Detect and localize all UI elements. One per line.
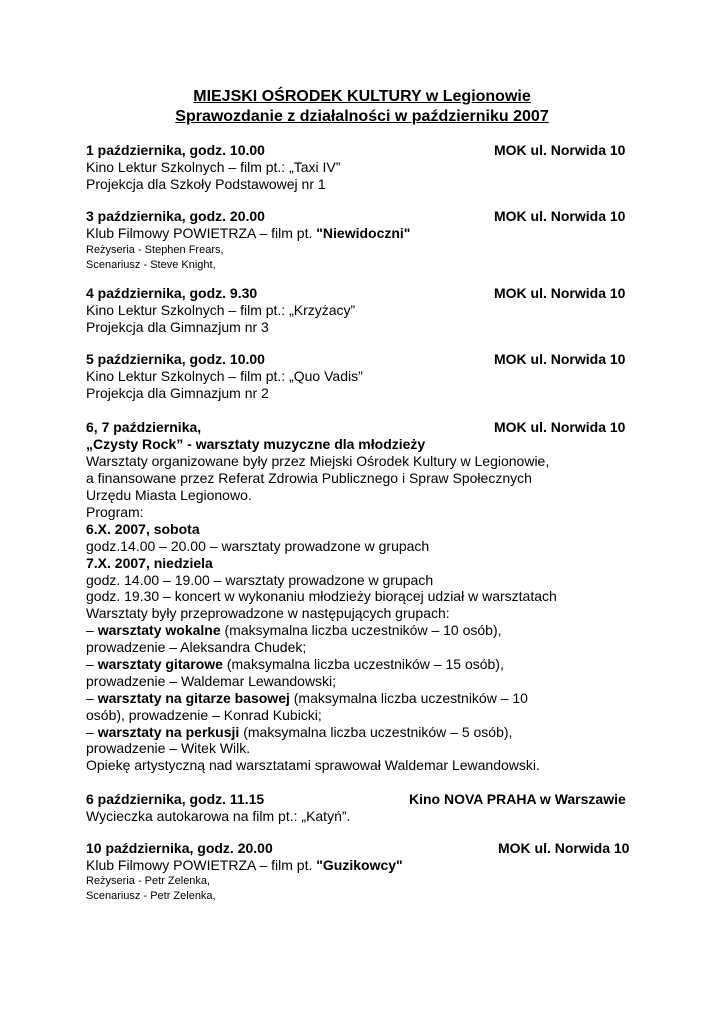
event-5-group-1-lead: prowadzenie – Aleksandra Chudek; [86,639,307,655]
group-capacity: (maksymalna liczba uczestników – 5 osób), [239,724,513,740]
document-title: MIEJSKI OŚRODEK KULTURY w Legionowie [193,88,531,105]
group-dash: – [86,656,98,672]
event-3-audience: Projekcja dla Gimnazjum nr 3 [86,319,269,335]
event-5-group-2 [86,656,504,673]
event-1-location: MOK ul. Norwida 10 [494,142,626,158]
event-7-club-text: Klub Filmowy POWIETRZA – film pt. [86,857,317,873]
event-5-group-4-lead: prowadzenie – Witek Wilk. [86,740,251,756]
event-6-location: Kino NOVA PRAHA w Warszawie [409,791,626,807]
event-5-groups-intro: Warsztaty były przeprowadzone w następujących grupach: [86,605,450,621]
event-7-date: 10 października, godz. 20.00 [86,840,273,856]
event-7-director: Reżyseria - Petr Zelenka, [86,875,211,887]
group-capacity: (maksymalna liczba uczestników – 10 osób), [220,622,502,638]
event-2-club-text: Klub Filmowy POWIETRZA – film pt. [86,225,317,241]
group-name: warsztaty wokalne [97,622,221,638]
event-2-location: MOK ul. Norwida 10 [494,208,626,224]
event-4-date: 5 października, godz. 10.00 [86,351,265,367]
event-5-day-1: 6.X. 2007, sobota [86,521,200,537]
event-3-description: Kino Lektur Szkolnych – film pt.: „Krzyżacy” [86,302,356,318]
event-1-audience: Projekcja dla Szkoły Podstawowej nr 1 [86,176,326,192]
event-7-film-title: "Guzikowcy" [316,857,403,873]
group-dash: – [86,690,98,706]
event-2-director: Reżyseria - Stephen Frears, [86,244,224,256]
event-7-location: MOK ul. Norwida 10 [498,840,630,856]
event-5-group-4 [86,724,512,741]
event-5-artistic-care: Opiekę artystyczną nad warsztatami sprawował Waldemar Lewandowski. [86,757,540,773]
event-1-date: 1 października, godz. 10.00 [86,142,265,158]
event-5-group-1 [86,622,502,639]
event-4-location: MOK ul. Norwida 10 [494,351,626,367]
event-3-location: MOK ul. Norwida 10 [494,285,626,301]
group-name: warsztaty na perkusji [97,724,240,740]
group-name: warsztaty na gitarze basowej [97,690,290,706]
event-4-audience: Projekcja dla Gimnazjum nr 2 [86,385,269,401]
group-capacity: (maksymalna liczba uczestników – 15 osób), [222,656,504,672]
event-7-writer: Scenariusz - Petr Zelenka, [86,890,216,902]
group-dash: – [86,724,98,740]
event-6-description: Wycieczka autokarowa na film pt.: „Katyń”. [86,808,351,824]
event-2-film-title: "Niewidoczni" [316,225,411,241]
event-5-day-2-schedule: godz. 14.00 – 19.00 – warsztaty prowadzone w grupach [86,572,434,588]
event-7-description [86,857,403,874]
event-5-day-2: 7.X. 2007, niedziela [86,555,213,571]
event-2-date: 3 października, godz. 20.00 [86,208,265,224]
event-5-group-2-lead: prowadzenie – Waldemar Lewandowski; [86,673,337,689]
document-subtitle: Sprawozdanie z działalności w październiku 2007 [175,108,549,125]
group-name: warsztaty gitarowe [97,656,223,672]
event-2-writer: Scenariusz - Steve Knight, [86,259,216,271]
event-5-program-label: Program: [86,504,144,520]
event-6-date: 6 października, godz. 11.15 [86,791,265,807]
group-capacity: (maksymalna liczba uczestników – 10 [289,690,528,706]
event-5-location: MOK ul. Norwida 10 [494,419,626,435]
event-5-group-3 [86,690,528,707]
event-5-paragraph-line: Warsztaty organizowane były przez Miejski Ośrodek Kultury w Legionowie, [86,453,550,469]
event-5-headline: „Czysty Rock” - warsztaty muzyczne dla młodzieży [86,436,426,452]
event-2-description [86,225,410,242]
event-5-group-3-lead: osób), prowadzenie – Konrad Kubicki; [86,707,322,723]
event-3-date: 4 października, godz. 9.30 [86,285,258,301]
event-5-day-2-concert: godz. 19.30 – koncert w wykonaniu młodzieży biorącej udział w warsztatach [86,588,557,604]
event-5-day-1-schedule: godz.14.00 – 20.00 – warsztaty prowadzone w grupach [86,538,430,554]
event-5-paragraph-line: Urzędu Miasta Legionowo. [86,487,252,503]
group-dash: – [86,622,98,638]
event-5-date: 6, 7 października, [86,419,202,435]
event-4-description: Kino Lektur Szkolnych – film pt.: „Quo Vadis” [86,368,363,384]
event-1-description: Kino Lektur Szkolnych – film pt.: „Taxi IV” [86,159,341,175]
event-5-paragraph-line: a finansowane przez Referat Zdrowia Publicznego i Spraw Społecznych [86,470,532,486]
